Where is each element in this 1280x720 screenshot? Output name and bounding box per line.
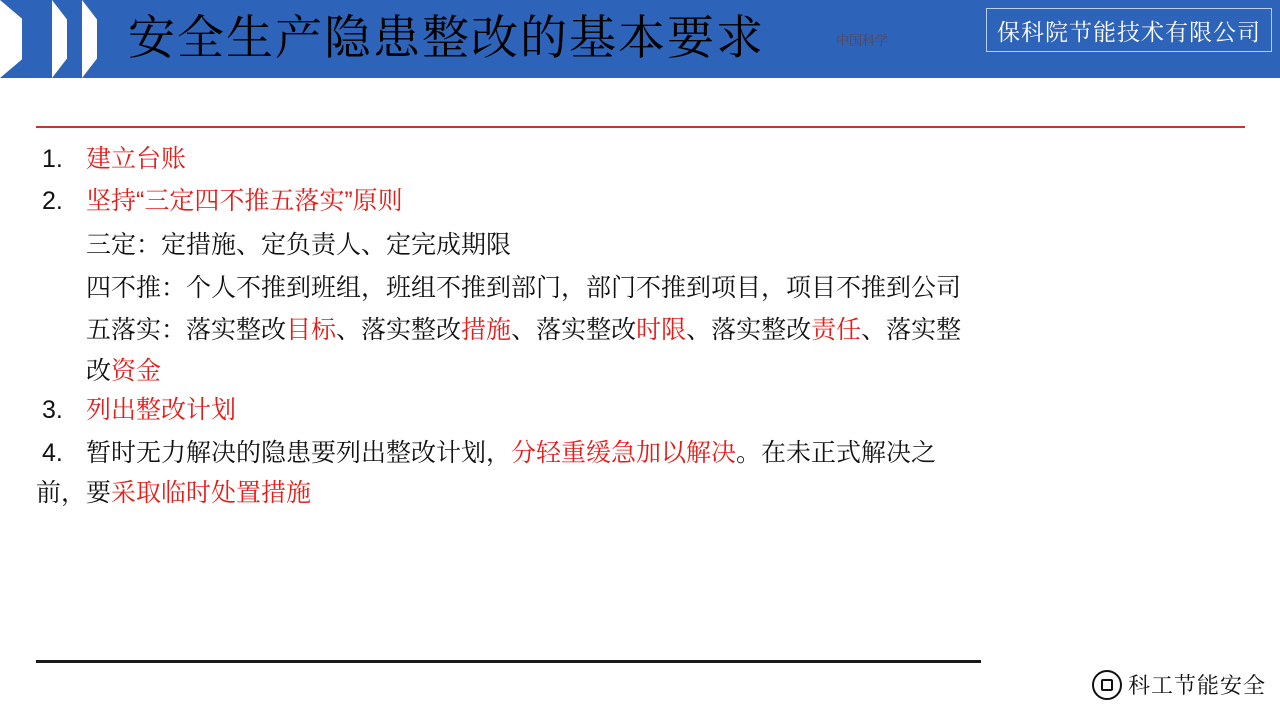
list-item-label: 坚持“三定四不推五落实”原则 xyxy=(86,186,403,215)
page-title: 安全生产隐患整改的基本要求 xyxy=(128,11,765,66)
footer-badge-label: 科工节能安全 xyxy=(1127,674,1266,699)
item4-line2-lead: 前，要 xyxy=(36,479,112,507)
keyword-funds: 资金 xyxy=(111,356,162,385)
list-item-label: 列出整改计划 xyxy=(86,396,237,424)
company-name-label: 保科院节能技术有限公司 xyxy=(997,18,1261,45)
list-item-number: 2. xyxy=(42,186,63,215)
footer-badge xyxy=(1092,669,1266,700)
sub-line-wuluoshi xyxy=(36,310,1251,391)
list-item-label: 建立台账 xyxy=(86,145,187,173)
keyword-goal: 目标 xyxy=(286,316,337,344)
slide-header xyxy=(0,0,1280,78)
five-sep-3: 、落实整改 xyxy=(686,316,812,344)
five-tail-lead: 改 xyxy=(86,356,112,385)
watermark-text: 中国科学 xyxy=(836,33,889,48)
list-item-number: 3. xyxy=(42,396,63,424)
slide-body xyxy=(36,142,1251,518)
sub-line-sibutui xyxy=(36,268,1251,309)
keyword-measures: 措施 xyxy=(461,316,512,344)
five-lead-text: 五落实：落实整改 xyxy=(86,316,287,344)
requirements-list xyxy=(36,142,1251,512)
item4-part1: 暂时无力解决的隐患要列出整改计划， xyxy=(86,438,512,467)
sub-line-sanding xyxy=(36,225,1251,266)
list-item xyxy=(36,393,1251,429)
list-item xyxy=(36,184,1251,220)
bottom-divider xyxy=(36,660,981,663)
sub-line-text: 四不推：个人不推到班组，班组不推到部门，部门不推到项目，项目不推到公司 xyxy=(86,273,962,302)
wechat-qr-icon xyxy=(1092,670,1122,700)
list-item-number: 4. xyxy=(42,438,63,467)
keyword-responsibility: 责任 xyxy=(811,316,862,344)
list-item xyxy=(36,435,1251,473)
item4-part3: 。在未正式解决之 xyxy=(736,438,937,467)
top-divider xyxy=(36,126,1245,128)
sub-line-text: 三定：定措施、定负责人、定完成期限 xyxy=(86,231,512,259)
keyword-timeline: 时限 xyxy=(636,316,687,344)
five-sep-4: 、落实整 xyxy=(861,316,962,344)
item4-highlight: 分轻重缓急加以解决 xyxy=(511,438,737,467)
company-name-box xyxy=(986,8,1272,52)
item4-line2-highlight: 采取临时处置措施 xyxy=(111,479,312,507)
item4-second-line xyxy=(36,476,1251,512)
five-sep-2: 、落实整改 xyxy=(511,316,637,344)
five-sep-1: 、落实整改 xyxy=(336,316,462,344)
list-item-number: 1. xyxy=(42,145,63,173)
list-item xyxy=(36,142,1251,178)
